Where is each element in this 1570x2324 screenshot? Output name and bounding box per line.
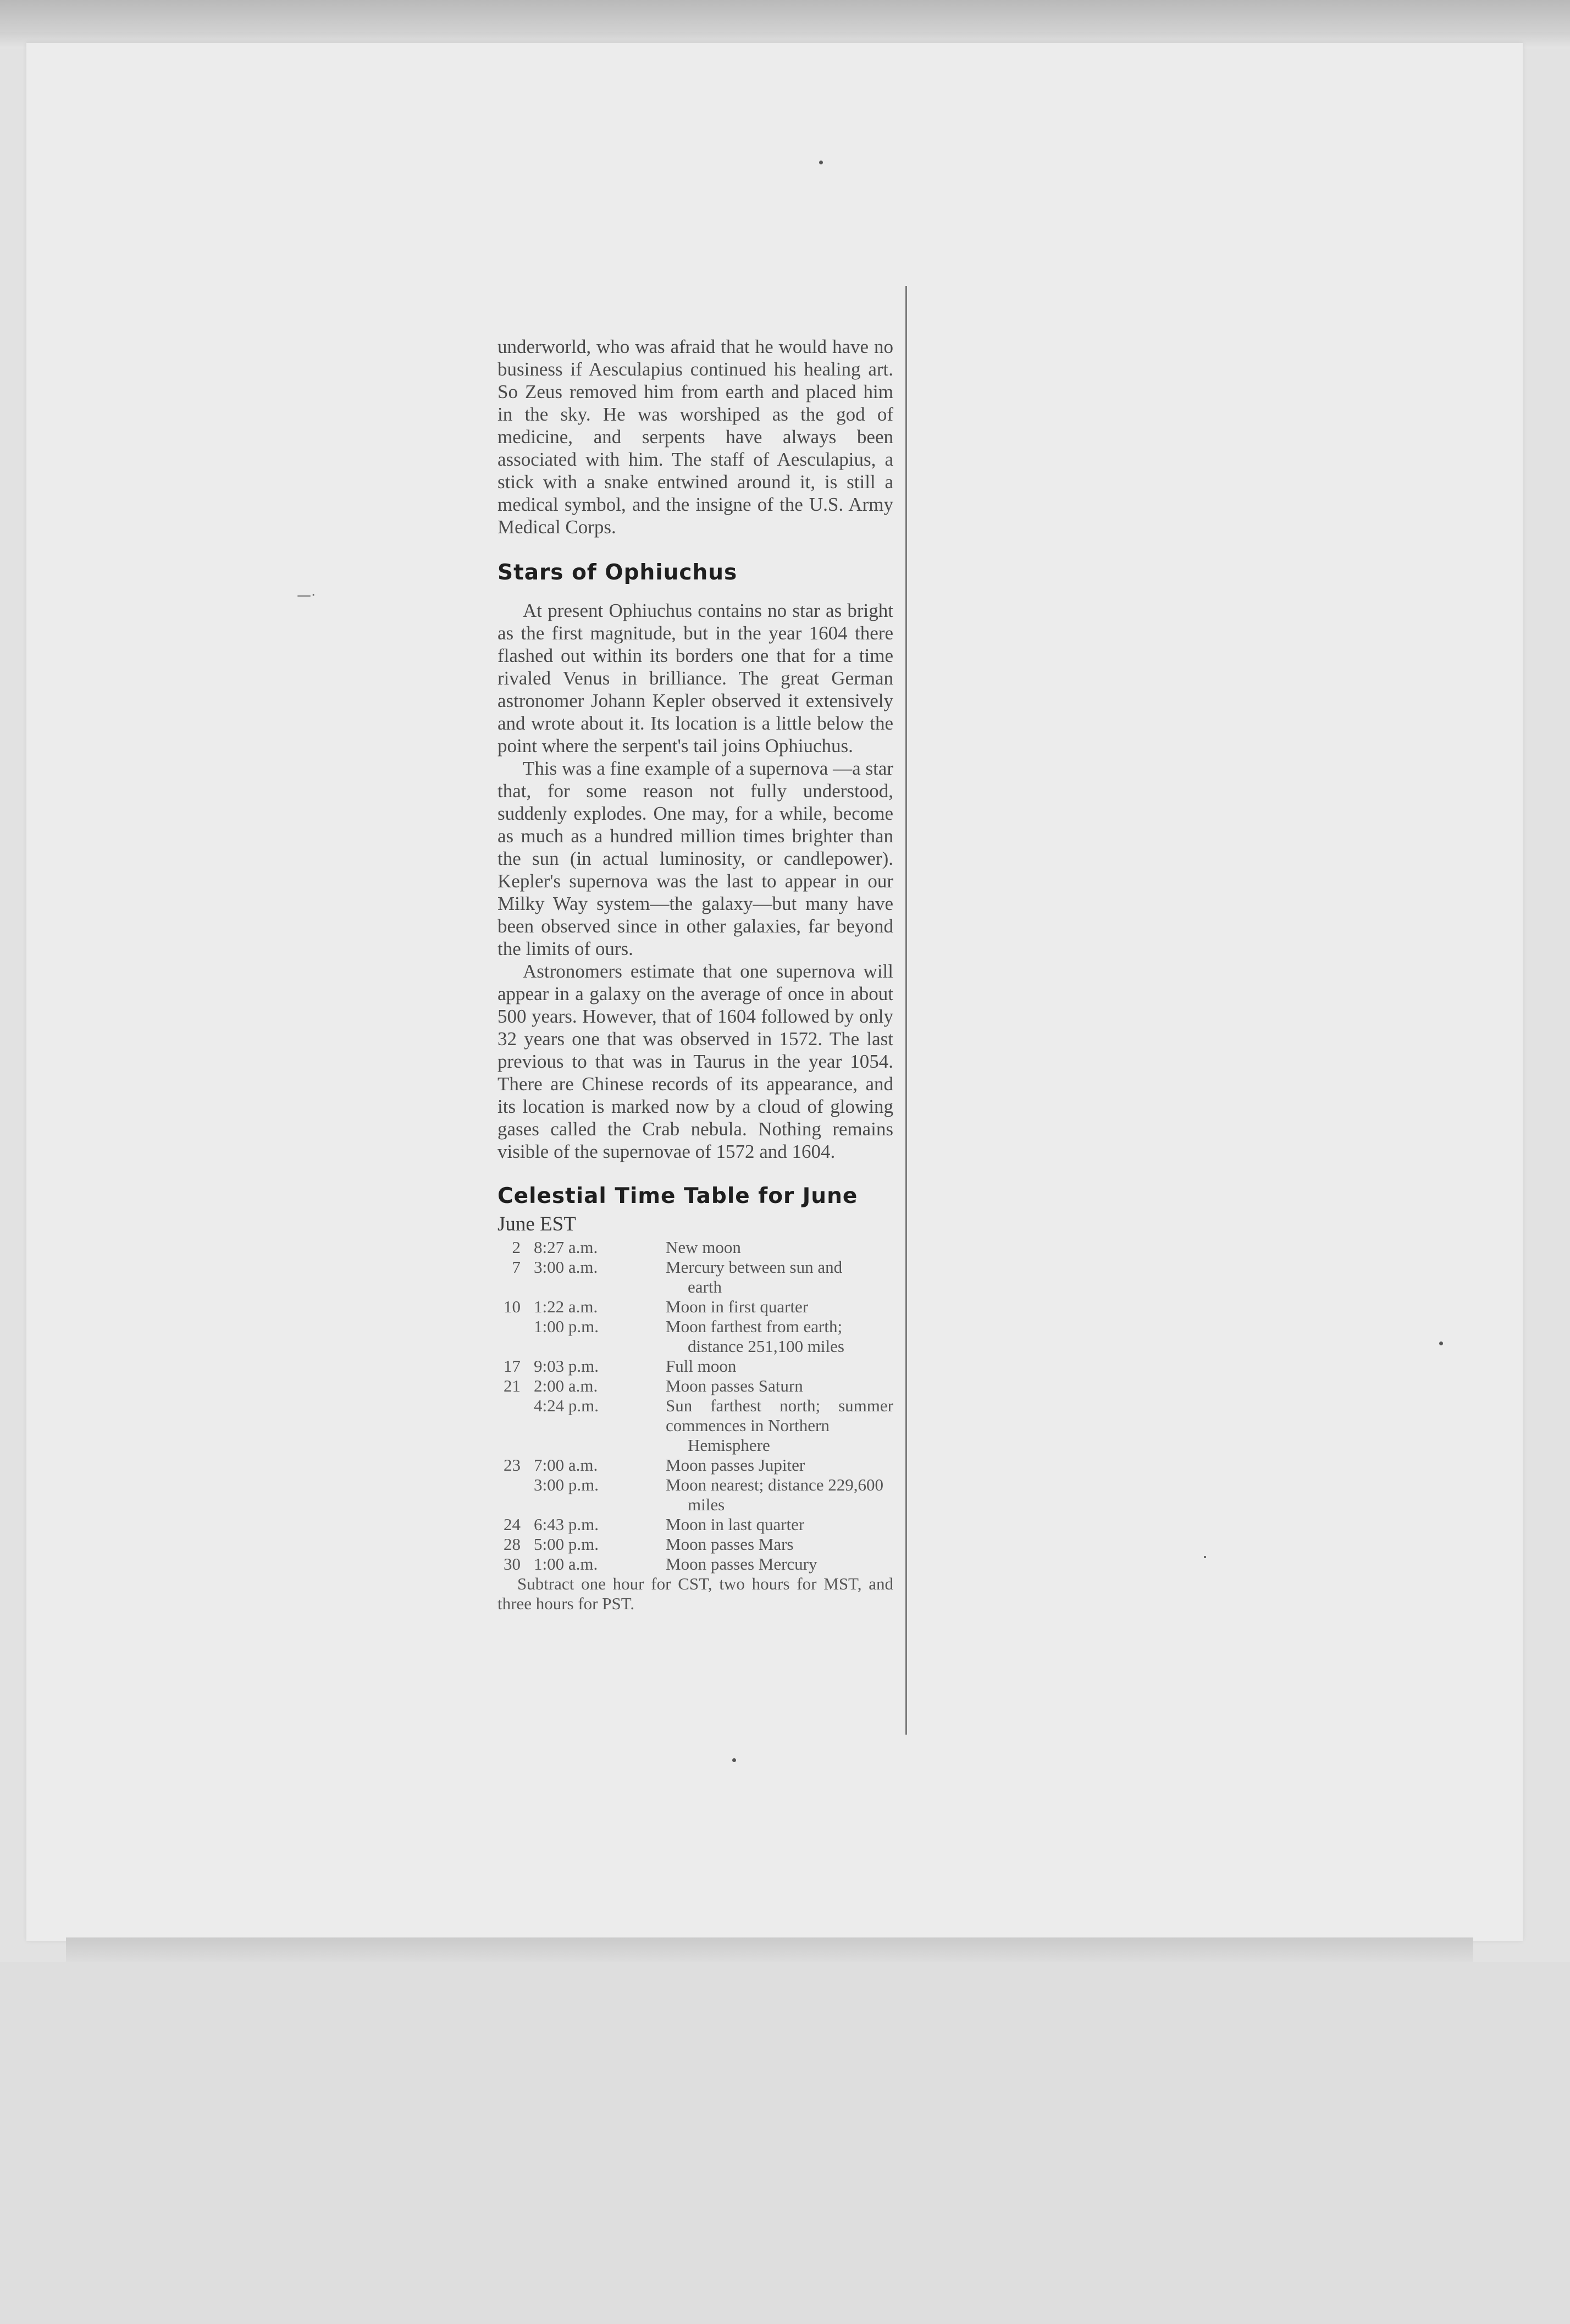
row-time: 4:24 p.m. [534,1396,599,1415]
row-time: 3:00 a.m. [534,1257,598,1277]
paragraph-3: Astronomers estimate that one supernova will appear in a galaxy on the average of once in about 500 years. However, that of 1604 followed by only 32 years one that was observed in 1572. The last previous to that was in Taurus in the year 1054. There are Chinese records of its appearance, and its location is marked now by a cloud of glowing gases called the Crab nebula. Nothing remains visible of the supernovae of 1572 and 1604. [497,960,893,1162]
table-row [497,1297,893,1317]
table-row [497,1356,893,1376]
row-event-text: Moon passes Mars [666,1534,794,1554]
row-event-text: Moon in last quarter [666,1515,805,1534]
row-event-text: Moon passes Saturn [666,1376,803,1395]
row-event [666,1554,893,1574]
row-time: 1:00 a.m. [534,1554,598,1574]
table-row [497,1455,893,1475]
row-event [666,1475,893,1515]
row-event-text: Moon nearest; distance 229,600 [666,1475,884,1494]
row-event-text: Moon passes Mercury [666,1554,817,1574]
row-time: 5:00 p.m. [534,1534,599,1554]
row-day: 10 [504,1297,521,1316]
dust-speck [732,1758,736,1762]
dust-speck [1204,1556,1206,1558]
row-day: 7 [512,1257,521,1277]
table-row [497,1534,893,1554]
table-row [497,1257,893,1297]
row-day: 2 [512,1238,521,1257]
row-event-continuation: miles [688,1495,725,1514]
table-row [497,1475,893,1515]
row-event-text: Moon in first quarter [666,1297,809,1316]
table-row [497,1317,893,1356]
row-event-text: Mercury between sun and [666,1257,843,1277]
row-time: 3:00 p.m. [534,1475,599,1494]
row-time: 8:27 a.m. [534,1238,598,1257]
row-day: 21 [504,1376,521,1395]
row-event [666,1238,893,1257]
row-day: 30 [504,1554,521,1574]
time-table-header: June EST [497,1213,576,1235]
table-row [497,1238,893,1257]
time-table-heading: Celestial Time Table for June [497,1184,858,1208]
stars-heading: Stars of Ophiuchus [497,560,738,585]
time-table [497,1238,893,1574]
row-day: 24 [504,1515,521,1534]
row-event-text: Sun farthest north; summer commences in Northern [666,1396,893,1435]
row-event-text: Moon farthest from earth; [666,1317,843,1336]
row-day: 17 [504,1356,521,1376]
row-day [497,1317,521,1356]
row-event-text: Moon passes Jupiter [666,1455,805,1475]
table-row [497,1554,893,1574]
row-time: 9:03 p.m. [534,1356,599,1376]
row-event [666,1257,893,1297]
row-time: 1:22 a.m. [534,1297,598,1316]
film-lower-area [0,1962,1570,2324]
row-event [666,1376,893,1396]
dust-speck [1439,1342,1443,1345]
row-event [666,1534,893,1554]
row-event-continuation: earth [688,1277,722,1296]
row-event-text: New moon [666,1238,741,1257]
row-time: 1:00 p.m. [534,1317,599,1336]
row-day [497,1475,521,1515]
row-event-continuation: distance 251,100 miles [688,1337,844,1356]
row-event [666,1297,893,1317]
row-event-continuation: Hemisphere [688,1436,770,1455]
article-column [497,335,893,1614]
row-event [666,1317,893,1356]
row-event [666,1396,893,1455]
row-time: 6:43 p.m. [534,1515,599,1534]
row-time: 2:00 a.m. [534,1376,598,1395]
page-bottom-shadow [66,1937,1473,1962]
margin-dash-mark: —· [297,587,316,604]
table-row [497,1515,893,1534]
table-row [497,1376,893,1396]
row-event [666,1356,893,1376]
time-zone-note: Subtract one hour for CST, two hours for MST, and three hours for PST. [497,1574,893,1613]
paragraph-2: This was a fine example of a supernova —a star that, for some reason not fully understood, suddenly explodes. One may, for a while, become as much as a hundred million times brighter than the sun (in actual luminosity, or candlepower). Kepler's supernova was the last to appear in our Milky Way system—the galaxy—but many have been observed since in other galaxies, far beyond the limits of ours. [497,758,893,959]
row-day: 23 [504,1455,521,1475]
row-event-text: Full moon [666,1356,737,1376]
row-day [497,1396,521,1455]
intro-paragraph: underworld, who was afraid that he would have no business if Aesculapius continued his healing art. So Zeus removed him from earth and placed him in the sky. He was worshiped as the god of medicine, and serpents have always been associated with him. The staff of Aesculapius, a stick with a snake entwined around it, is still a medical symbol, and the insigne of the U.S. Army Medical Corps. [497,336,893,538]
table-row [497,1396,893,1455]
column-rule [905,286,907,1735]
row-time: 7:00 a.m. [534,1455,598,1475]
row-day: 28 [504,1534,521,1554]
dust-speck [819,161,823,164]
row-event [666,1515,893,1534]
paragraph-1: At present Ophiuchus contains no star as bright as the first magnitude, but in the year 1604 there flashed out within its borders one that for a time rivaled Venus in brilliance. The great German astronomer Johann Kepler observed it extensively and wrote about it. Its location is a little below the point where the serpent's tail joins Ophiuchus. [497,600,893,757]
row-event [666,1455,893,1475]
